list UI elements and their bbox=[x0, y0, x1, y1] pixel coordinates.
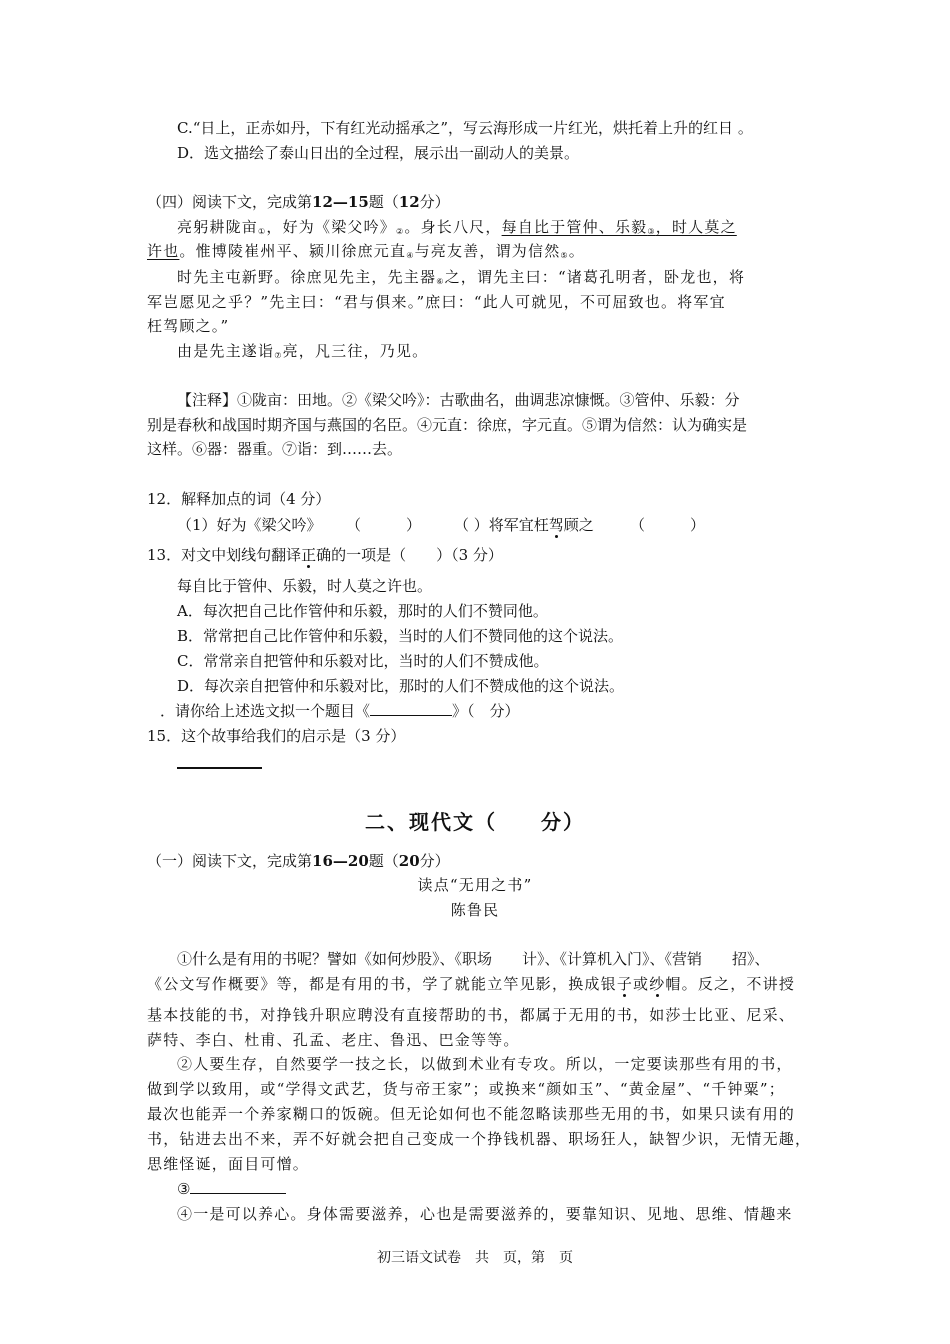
option-c: C.“日上，正赤如丹，下有红光动摇承之”，写云海形成一片红光，烘托着上升的红日 。 bbox=[177, 119, 753, 137]
intro-range: 12—15 bbox=[312, 193, 369, 211]
intro-range: 16—20 bbox=[312, 852, 369, 870]
classical-para-3 bbox=[177, 340, 428, 365]
note-mark: ⑦ bbox=[274, 351, 283, 360]
text: ．请你给上述选文拟一个题目《 bbox=[160, 702, 371, 720]
article-title: 读点“无用之书” bbox=[417, 876, 533, 894]
intro-score: 12 bbox=[398, 193, 420, 211]
article-p1-line3: 基本技能的书，对挣钱升职应聘没有直接帮助的书，都属于无用的书，如莎士比亚、尼采、 bbox=[147, 1006, 796, 1024]
text: 亮躬耕陇亩 bbox=[177, 218, 259, 236]
q13-option-c[interactable]: C．常常亲自把管仲和乐毅对比，当时的人们不赞成他。 bbox=[177, 652, 549, 670]
underlined-sentence bbox=[502, 218, 737, 236]
q13-option-d[interactable]: D．每次亲自把管仲和乐毅对比，那时的人们不赞成他的这个说法。 bbox=[177, 677, 625, 695]
q12-answer-2[interactable]: （ ） bbox=[630, 516, 706, 534]
question-15: 15．这个故事给我们的启示是（3 分） bbox=[147, 727, 406, 745]
text: ③ bbox=[177, 1180, 191, 1198]
notes-line-2: 别是春秋和战国时期齐国与燕国的名臣。④元直：徐庶，字元直。⑤谓为信然：认为确实是 bbox=[147, 416, 748, 434]
text: 之，谓先主曰：“诸葛孔明者，卧龙也，将 bbox=[444, 268, 746, 286]
question-12: 12．解释加点的词（4 分） bbox=[147, 490, 331, 508]
article-p1-line4: 萨特、李白、杜甫、孔孟、老庄、鲁迅、巴金等等。 bbox=[147, 1031, 520, 1049]
article-p2-line2: 做到学以致用，或“学得文武艺，货与帝王家”；或换来“颜如玉”、“黄金屋”、“千钟粟”； bbox=[147, 1080, 785, 1098]
text: 由是先主遂诣 bbox=[177, 342, 275, 360]
intro-text: 分） bbox=[419, 852, 450, 870]
note-mark: ① bbox=[258, 227, 267, 236]
note-mark: ③ bbox=[647, 227, 656, 236]
notes-line-1: 【注释】①陇亩：田地。②《梁父吟》：古歌曲名，曲调悲凉慷慨。③管仲、乐毅：分 bbox=[177, 391, 740, 409]
dotted-char: 正 bbox=[301, 546, 317, 564]
dotted-char: 纱 bbox=[649, 975, 666, 993]
q13-option-a[interactable]: A．每次把自己比作管仲和乐毅，那时的人们不赞同他。 bbox=[177, 602, 548, 620]
dotted-char: 驾 bbox=[548, 516, 564, 534]
note-mark: ② bbox=[396, 227, 405, 236]
intro-text: 题（ bbox=[368, 193, 399, 211]
text: ，时人莫之 bbox=[655, 218, 737, 236]
intro-score: 20 bbox=[398, 852, 420, 870]
text: 。 bbox=[568, 242, 585, 260]
text: 。身长八尺， bbox=[404, 218, 502, 236]
intro-text: 题（ bbox=[368, 852, 399, 870]
part2-title-wrap bbox=[0, 806, 950, 835]
text: 亮，凡三往，乃见。 bbox=[282, 342, 429, 360]
article-author: 陈鲁民 bbox=[450, 901, 500, 919]
page-footer: 初三语文试卷 共 页，第 页 bbox=[377, 1250, 573, 1266]
q12-item-1: （1）好为《梁父吟》 bbox=[177, 516, 322, 534]
text: （ ）将军宜枉 bbox=[454, 516, 549, 534]
classical-para-2-cont: 军岂愿见之乎？”先主曰：“君与俱来。”庶曰：“此人可就见，不可屈致也。将军宜 bbox=[147, 293, 726, 311]
question-13 bbox=[147, 544, 503, 566]
intro-text: 分） bbox=[419, 193, 450, 211]
article-p3 bbox=[177, 1178, 286, 1200]
text: 《公文写作概要》等，都是有用的书，学了就能立竿见影，换成银 bbox=[147, 975, 617, 993]
part2-title: 二、现代文（ 分） bbox=[365, 810, 585, 834]
q12-answer-1[interactable]: （ ） bbox=[346, 516, 422, 534]
text: 每自比于管仲、乐毅 bbox=[501, 218, 648, 236]
text: 》（ 分） bbox=[452, 702, 520, 720]
article-p2-line4: 书，钻进去出不来，弄不好就会把自己变成一个挣钱机器、职场狂人，缺智少识，无情无趣， bbox=[147, 1130, 812, 1148]
article-p2-line1: ②人要生存，自然要学一技之长，以做到术业有专攻。所以，一定要读那些有用的书， bbox=[177, 1055, 793, 1073]
text: 帽。反之，不讲授 bbox=[665, 975, 796, 993]
article-p2-line5: 思维怪诞，面目可憎。 bbox=[147, 1155, 310, 1173]
intro-text: （四）阅读下文，完成第 bbox=[147, 193, 313, 211]
part2-intro bbox=[147, 850, 450, 872]
text: ，好为《梁父吟》 bbox=[266, 218, 396, 236]
dotted-char: 子 bbox=[616, 975, 634, 993]
paragraph-blank[interactable] bbox=[190, 1179, 286, 1194]
classical-para-1-cont bbox=[147, 240, 585, 265]
text: 。惟博陵崔州平、颍川徐庶元直 bbox=[179, 242, 407, 260]
article-p4-line1: ④一是可以养心。身体需要滋养，心也是需要滋养的，要靠知识、见地、思维、情趣来 bbox=[177, 1205, 793, 1223]
classical-para-2 bbox=[177, 266, 745, 291]
note-mark: ⑥ bbox=[436, 277, 445, 286]
text: 或 bbox=[633, 975, 650, 993]
answer-line[interactable] bbox=[177, 767, 262, 769]
text: 13．对文中划线句翻译 bbox=[147, 546, 302, 564]
note-mark: ④ bbox=[406, 251, 415, 260]
underlined-sentence: 许也 bbox=[147, 242, 180, 260]
text: 确的一项是（ ）（3 分） bbox=[316, 546, 503, 564]
section4-intro bbox=[147, 191, 450, 213]
text: 顾之 bbox=[563, 516, 594, 534]
q13-option-b[interactable]: B．常常把自己比作管仲和乐毅，当时的人们不赞同他的这个说法。 bbox=[177, 627, 624, 645]
title-blank[interactable] bbox=[370, 701, 452, 716]
option-d: D．选文描绘了泰山日出的全过程，展示出一副动人的美景。 bbox=[177, 144, 580, 162]
article-p1-line2 bbox=[147, 973, 795, 995]
question-14 bbox=[160, 700, 520, 722]
classical-para-1 bbox=[177, 216, 737, 241]
article-p2-line3: 最次也能弄一个养家糊口的饭碗。但无论如何也不能忽略读那些无用的书，如果只读有用的 bbox=[147, 1105, 796, 1123]
notes-line-3: 这样。⑥器：器重。⑦诣：到……去。 bbox=[147, 440, 403, 458]
text: 时先主屯新野。徐庶见先主，先主器 bbox=[177, 268, 437, 286]
q13-sentence: 每自比于管仲、乐毅，时人莫之许也。 bbox=[177, 577, 433, 595]
classical-para-2-end: 枉驾顾之。” bbox=[147, 317, 230, 335]
text: 与亮友善，谓为信然 bbox=[414, 242, 561, 260]
article-p1-line1: ①什么是有用的书呢？譬如《如何炒股》、《职场 计》、《计算机入门》、《营销 招》、 bbox=[177, 950, 770, 968]
note-mark: ⑤ bbox=[560, 251, 569, 260]
q12-item-2 bbox=[454, 514, 594, 536]
intro-text: （一）阅读下文，完成第 bbox=[147, 852, 313, 870]
